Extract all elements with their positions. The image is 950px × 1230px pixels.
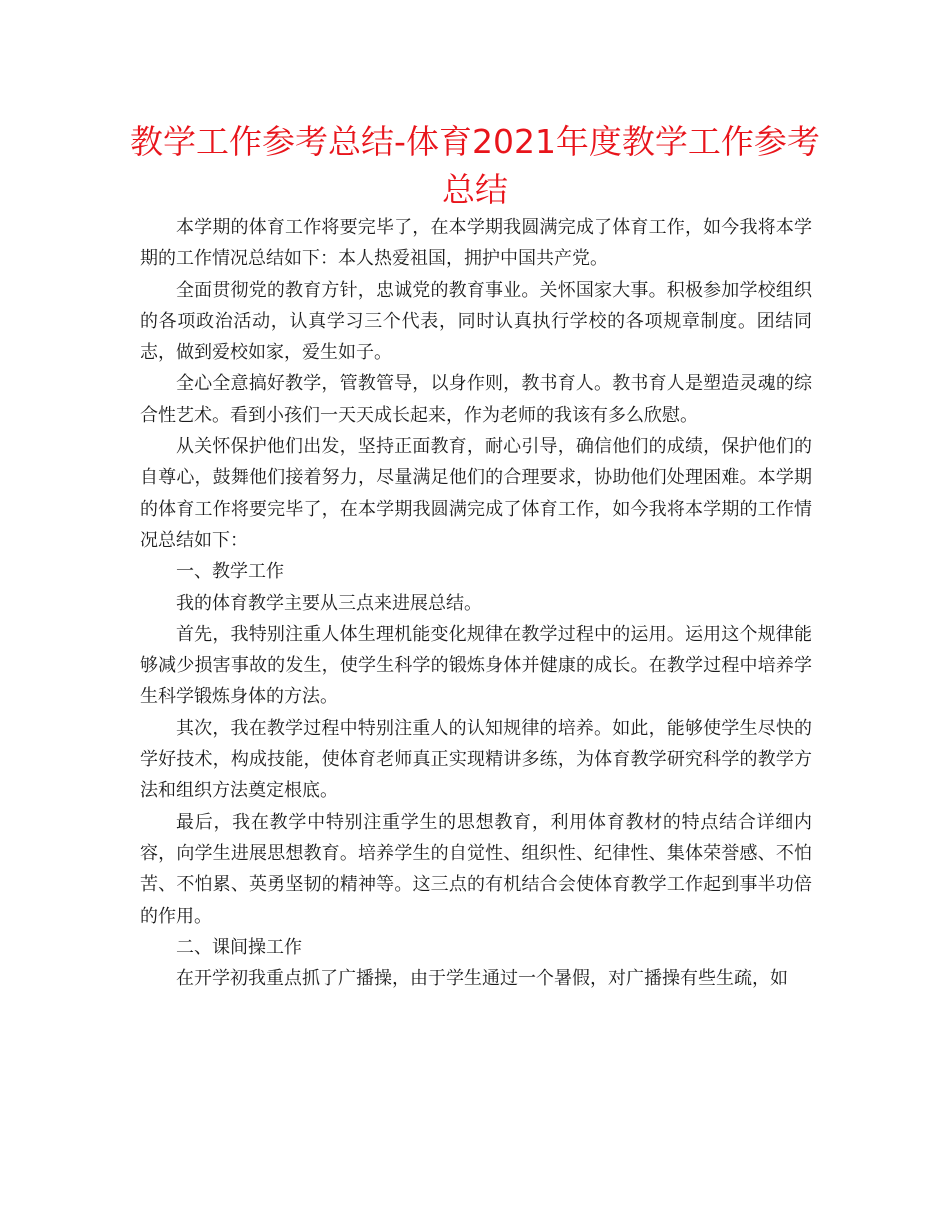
paragraph: 从关怀保护他们出发，坚持正面教育，耐心引导，确信他们的成绩，保护他们的自尊心，鼓舞他们接着努力，尽量满足他们的合理要求，协助他们处理困难。本学期的体育工作将要完毕了，在本学期我圆满完成了体育工作，如今我将本学期的工作情况总结如下： (140, 436, 812, 551)
document-title: 教学工作参考总结-体育2021年度教学工作参考总结 (130, 122, 820, 209)
paragraph: 全面贯彻党的教育方针，忠诚党的教育事业。关怀国家大事。积极参加学校组织的各项政治活动，认真学习三个代表，同时认真执行学校的各项规章制度。团结同志，做到爱校如家，爱生如子。 (140, 279, 812, 364)
document-body (140, 212, 812, 994)
section-heading: 一、教学工作 (176, 561, 284, 583)
paragraph: 首先，我特别注重人体生理机能变化规律在教学过程中的运用。运用这个规律能够减少损害事故的发生，使学生科学的锻炼身体并健康的成长。在教学过程中培养学生科学锻炼身体的方法。 (140, 623, 812, 708)
paragraph: 最后，我在教学中特别注重学生的思想教育，利用体育教材的特点结合详细内容，向学生进展思想教育。培养学生的自觉性、组织性、纪律性、集体荣誉感、不怕苦、不怕累、英勇坚韧的精神等。这三点的有机结合会使体育教学工作起到事半功倍的作用。 (140, 811, 812, 927)
paragraph: 我的体育教学主要从三点来进展总结。 (176, 592, 482, 614)
paragraph: 在开学初我重点抓了广播操，由于学生通过一个暑假，对广播操有些生疏，如 (176, 968, 788, 990)
paragraph: 本学期的体育工作将要完毕了，在本学期我圆满完成了体育工作，如今我将本学期的工作情况总结如下：本人热爱祖国，拥护中国共产党。 (140, 217, 812, 270)
paragraph: 其次，我在教学过程中特别注重人的认知规律的培养。如此，能够使学生尽快的学好技术，构成技能，使体育老师真正实现精讲多练，为体育教学研究科学的教学方法和组织方法奠定根底。 (140, 717, 812, 802)
paragraph: 全心全意搞好教学，管教管导，以身作则，教书育人。教书育人是塑造灵魂的综合性艺术。看到小孩们一天天成长起来，作为老师的我该有多么欣慰。 (140, 373, 812, 426)
section-heading: 二、课间操工作 (176, 936, 302, 958)
